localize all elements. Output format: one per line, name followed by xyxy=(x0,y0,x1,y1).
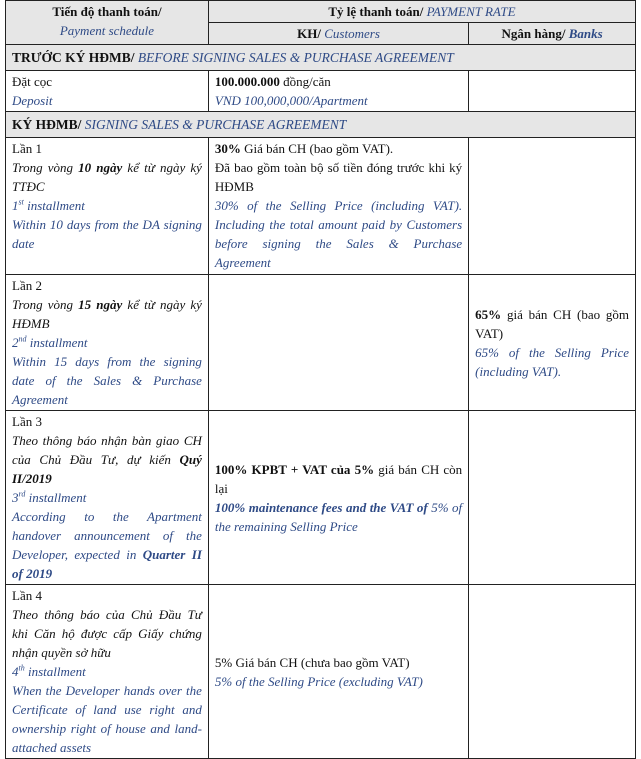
installment-row xyxy=(6,411,636,585)
customer-rate-en: 5% of the Selling Price (excluding VAT) xyxy=(214,673,423,689)
installment-row xyxy=(6,585,636,759)
ordinal-number: 3 xyxy=(12,490,19,505)
customer-rate-en: 30% of the Selling Price (including VAT). Including the total amount paid by Customers before signing the Sales & Purchase Agreement xyxy=(214,198,463,270)
customer-rate-bold: 30% xyxy=(214,141,241,156)
installment-vi: Trong vòng xyxy=(12,297,79,312)
header-customers-vi: KH/ xyxy=(297,26,322,41)
installment-bank-cell xyxy=(469,275,636,411)
installment-customer-cell xyxy=(208,275,468,411)
customer-rate-vi-note: Đã bao gồm toàn bộ số tiền đóng trước khi ký HĐMB xyxy=(214,160,463,194)
header-banks-vi: Ngân hàng/ xyxy=(501,26,566,41)
payment-schedule-table xyxy=(5,0,636,759)
installment-schedule-cell xyxy=(6,411,209,585)
section-before-row xyxy=(6,45,636,71)
ordinal-suffix: th xyxy=(18,663,25,673)
header-row xyxy=(6,1,636,23)
installment-schedule-cell xyxy=(6,275,209,411)
deposit-customer-cell xyxy=(208,71,468,112)
ordinal-suffix: nd xyxy=(18,334,27,344)
section-signing-en: SIGNING SALES & PURCHASE AGREEMENT xyxy=(84,117,347,132)
deposit-label-vi: Đặt cọc xyxy=(12,74,53,89)
ordinal-label: installment xyxy=(25,490,87,505)
customer-rate-en: 5% of the remaining Selling Price xyxy=(214,499,463,534)
ordinal-label: installment xyxy=(26,335,88,350)
section-signing-row xyxy=(6,112,636,138)
section-signing xyxy=(6,112,636,138)
installment-row xyxy=(6,138,636,275)
customer-rate-bold: 100% KPBT + VAT của 5% xyxy=(214,461,375,477)
deposit-amount-en: VND 100,000,000/Apartment xyxy=(214,93,368,108)
bank-rate-en: 65% of the Selling Price (including VAT). xyxy=(475,344,629,379)
installment-title: Lần 1 xyxy=(12,141,42,156)
deposit-amount-rest: đồng/căn xyxy=(279,74,331,89)
deposit-label-en: Deposit xyxy=(12,93,53,108)
installment-vi-bold: 15 ngày xyxy=(78,297,123,312)
bank-rate-bold: 65% xyxy=(475,306,502,322)
header-rate-vi: Tỷ lệ thanh toán/ xyxy=(328,4,424,19)
header-banks-en: Banks xyxy=(568,26,603,41)
customer-rate-en-bold: 100% maintenance fees and the VAT of xyxy=(214,499,428,515)
ordinal-suffix: rd xyxy=(18,489,26,499)
installment-vi: Trong vòng xyxy=(12,160,79,175)
customer-rate-vi: giá bán CH còn lại xyxy=(214,461,463,496)
deposit-amount-bold: 100.000.000 xyxy=(214,74,280,89)
installment-vi: kể từ ngày ký TTĐC xyxy=(12,160,202,194)
bank-rate-vi: giá bán CH (bao gồm VAT) xyxy=(475,306,629,341)
installment-title: Lần 2 xyxy=(12,278,42,293)
header-schedule-vi: Tiến độ thanh toán/ xyxy=(52,4,162,19)
ordinal-suffix: st xyxy=(18,197,24,207)
header-schedule-en: Payment schedule xyxy=(59,23,155,38)
header-payment-schedule xyxy=(6,1,209,45)
customer-rate-vi: Giá bán CH (bao gồm VAT). xyxy=(240,141,394,156)
installment-schedule-cell xyxy=(6,585,209,759)
installment-customer-cell xyxy=(208,138,468,275)
installment-schedule-cell xyxy=(6,138,209,275)
customer-rate-vi: 5% Giá bán CH (chưa bao gồm VAT) xyxy=(214,654,410,670)
ordinal-number: 4 xyxy=(12,664,19,679)
installment-row xyxy=(6,275,636,411)
installment-en: Within 15 days from the signing date of the Sales & Purchase Agreement xyxy=(12,354,202,407)
installment-vi: Theo thông báo của Chủ Đầu Tư khi Căn hộ được cấp Giấy chứng nhận quyền sở hữu xyxy=(12,607,202,660)
installment-en: When the Developer hands over the Certificate of land use right and ownership right of house and land-attached assets xyxy=(12,683,202,755)
installment-customer-cell xyxy=(208,411,468,585)
deposit-row xyxy=(6,71,636,112)
section-signing-vi: KÝ HĐMB/ xyxy=(12,117,82,132)
installment-bank-cell xyxy=(469,585,636,759)
header-payment-rate xyxy=(208,1,635,23)
installment-vi-bold: 10 ngày xyxy=(78,160,123,175)
installment-title: Lần 4 xyxy=(12,588,42,603)
installment-customer-cell xyxy=(208,585,468,759)
header-rate-en: PAYMENT RATE xyxy=(426,4,516,19)
ordinal-number: 1 xyxy=(12,198,19,213)
installment-bank-cell xyxy=(469,411,636,585)
installment-vi-bold: Quý II/2019 xyxy=(12,452,202,486)
installment-bank-cell xyxy=(469,138,636,275)
installment-en: According to the Apartment handover announcement of the Developer, expected in xyxy=(12,509,202,562)
installment-title: Lần 3 xyxy=(12,414,42,429)
section-before-vi: TRƯỚC KÝ HĐMB/ xyxy=(12,50,135,65)
header-banks xyxy=(469,23,636,45)
header-customers xyxy=(208,23,468,45)
ordinal-number: 2 xyxy=(12,335,19,350)
header-customers-en: Customers xyxy=(324,26,380,41)
installment-en-bold: Quarter II of 2019 xyxy=(12,547,202,581)
ordinal-label: installment xyxy=(24,664,86,679)
deposit-schedule-cell xyxy=(6,71,209,112)
section-before-en: BEFORE SIGNING SALES & PURCHASE AGREEMENT xyxy=(137,50,454,65)
ordinal-label: installment xyxy=(23,198,85,213)
section-before-signing xyxy=(6,45,636,71)
installment-vi: Theo thông báo nhận bàn giao CH của Chủ Đầu Tư, dự kiến xyxy=(12,433,202,467)
deposit-bank-cell xyxy=(469,71,636,112)
installment-en: Within 10 days from the DA signing date xyxy=(12,217,202,251)
installment-vi: kể từ ngày ký HĐMB xyxy=(12,297,202,331)
